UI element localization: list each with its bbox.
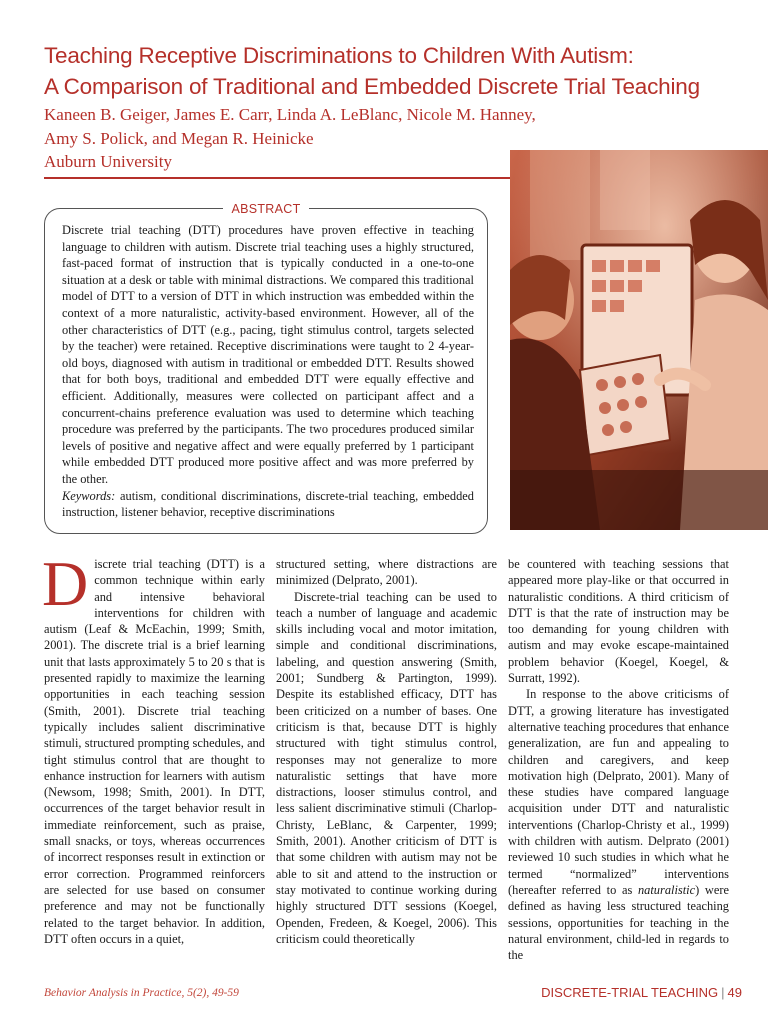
- body-column-2: [276, 556, 497, 947]
- authors-line-2: Amy S. Polick, and Megan R. Heinicke: [44, 128, 314, 148]
- body-paragraph: In response to the above criticisms of DTT, a growing literature has investigated alternative teaching procedures that enhance generalization, are fun and appealing to children and caregivers, and keep motivation high (Delprato, 2001). Many of these studies have compared language acquisition under DTT and naturalistic interventions (Charlop-Christy et al., 1999) with children with autism. Delprato (2001) reviewed 10 such studies in which what he termed “normalized” interventions (hereafter referred to as naturalistic) were defined as having less structured teaching sessions, opportunities for teaching in the natural environment, child-led in regards to the: [508, 687, 729, 963]
- authors-line-1: Kaneen B. Geiger, James E. Carr, Linda A. LeBlanc, Nicole M. Hanney,: [44, 105, 536, 124]
- abstract-heading: ABSTRACT: [223, 202, 308, 216]
- running-footer: [541, 985, 742, 1000]
- body-paragraph: be countered with teaching sessions that appeared more play-like or that occurred in naturalistic conditions. A third criticism of DTT is that the rate of instruction may be too demanding for young children with autism and may evoke escape-maintained problem behavior (Koegel, Koegel, & Surratt, 1992).: [508, 557, 729, 686]
- running-head: DISCRETE-TRIAL TEACHING: [541, 985, 719, 1000]
- title-line-1: Teaching Receptive Discriminations to Children With Autism:: [44, 43, 634, 68]
- footer-separator: |: [721, 985, 725, 1000]
- abstract-box: [44, 202, 488, 534]
- keywords-label: Keywords:: [62, 488, 116, 503]
- abstract-text: [62, 222, 474, 521]
- title-line-2: A Comparison of Traditional and Embedded Discrete Trial Teaching: [44, 74, 700, 99]
- keywords-list: autism, conditional discriminations, discrete-trial teaching, embedded instruction, listener behavior, receptive discriminations: [62, 488, 474, 520]
- affiliation: Auburn University: [44, 152, 172, 171]
- page-number: 49: [727, 985, 742, 1000]
- drop-cap: D: [42, 548, 89, 619]
- body-paragraph: Discrete trial teaching (DTT) is a common technique within early and intensive behavioral interventions for children with autism (Leaf & McEachin, 1999; Smith, 2001). The discrete trial is a brief learning unit that lasts approximately 5 to 20 s that is presented rapidly to maximize the learning opportunities in each teaching session (Smith, 2001). Discrete trial teaching typically includes salient discriminative stimuli, structured prompting schedules, and tight stimulus control that are thought to enhance instruction for learners with autism (Newsom, 1998; Smith, 2001). In DTT, occurrences of the target behavior result in immediate reinforcement, such as praise, small snacks, or toys, whereas occurrences of incorrect responses result in extinction or error correction. Programmed reinforcers are selected for use based on consumer preference and may not be functionally related to the target behavior. In addition, DTT often occurs in a quiet,: [42, 548, 265, 946]
- body-column-1: [42, 548, 265, 947]
- children-at-board-image: [510, 150, 768, 530]
- body-paragraph: Discrete-trial teaching can be used to teach a number of language and academic skills including vocal and motor imitation, simple and conditional discriminations, labeling, and question answering (Smith, 2001; Sundberg & Partington, 1999). Despite its established efficacy, DTT has been criticized on a number of bases. One criticism is that, because DTT is highly structured with tight stimulus control, responses may not generalize to more naturalistic settings that have more distractions, looser stimulus control, and less salient discriminative stimuli (Charlop-Christy, LeBlanc, & Carpenter, 1999; Smith, 2001). Another criticism of DTT is that some children with autism may not be able to sit and attend to the instruction or stay motivated to continue working during highly structured DTT sessions (Koegel, Openden, Fredeen, & Koegel, 2006). This criticism could theoretically: [276, 589, 497, 946]
- article-title: [44, 40, 744, 102]
- abstract-paragraph: Discrete trial teaching (DTT) procedures have proven effective in teaching language to children with autism. Discrete trial teaching uses a highly structured, fast-paced format of instruction that is typically conducted in a one-to-one situation at a desk or table with minimal distractions. We compared this traditional model of DTT to a version of DTT in which instruction was embedded within the context of a more naturalistic, activity-based environment. However, all of the other characteristics of DTT (e.g., pacing, tight stimulus control, targets selected by the teacher) were retained. Receptive discriminations were taught to 2 4-year-old boys, diagnosed with autism in traditional or embedded DTT. Results showed that for both boys, traditional and embedded DTT were equally effective and efficient. Additionally, measures were collected on participant affect and a concurrent-chains preference evaluation was used to determine which teaching procedure was preferred by the participants. The two procedures produced similar levels of positive and negative affect and were equally preferred by 1 participant while embedded DTT produced more positive affect and was more preferred by the other.: [62, 223, 474, 486]
- article-photo: [510, 150, 768, 530]
- body-column-3: [508, 556, 729, 963]
- journal-citation: Behavior Analysis in Practice, 5(2), 49-59: [44, 987, 239, 999]
- author-block: [44, 103, 564, 174]
- body-paragraph: structured setting, where distractions are minimized (Delprato, 2001).: [276, 557, 497, 588]
